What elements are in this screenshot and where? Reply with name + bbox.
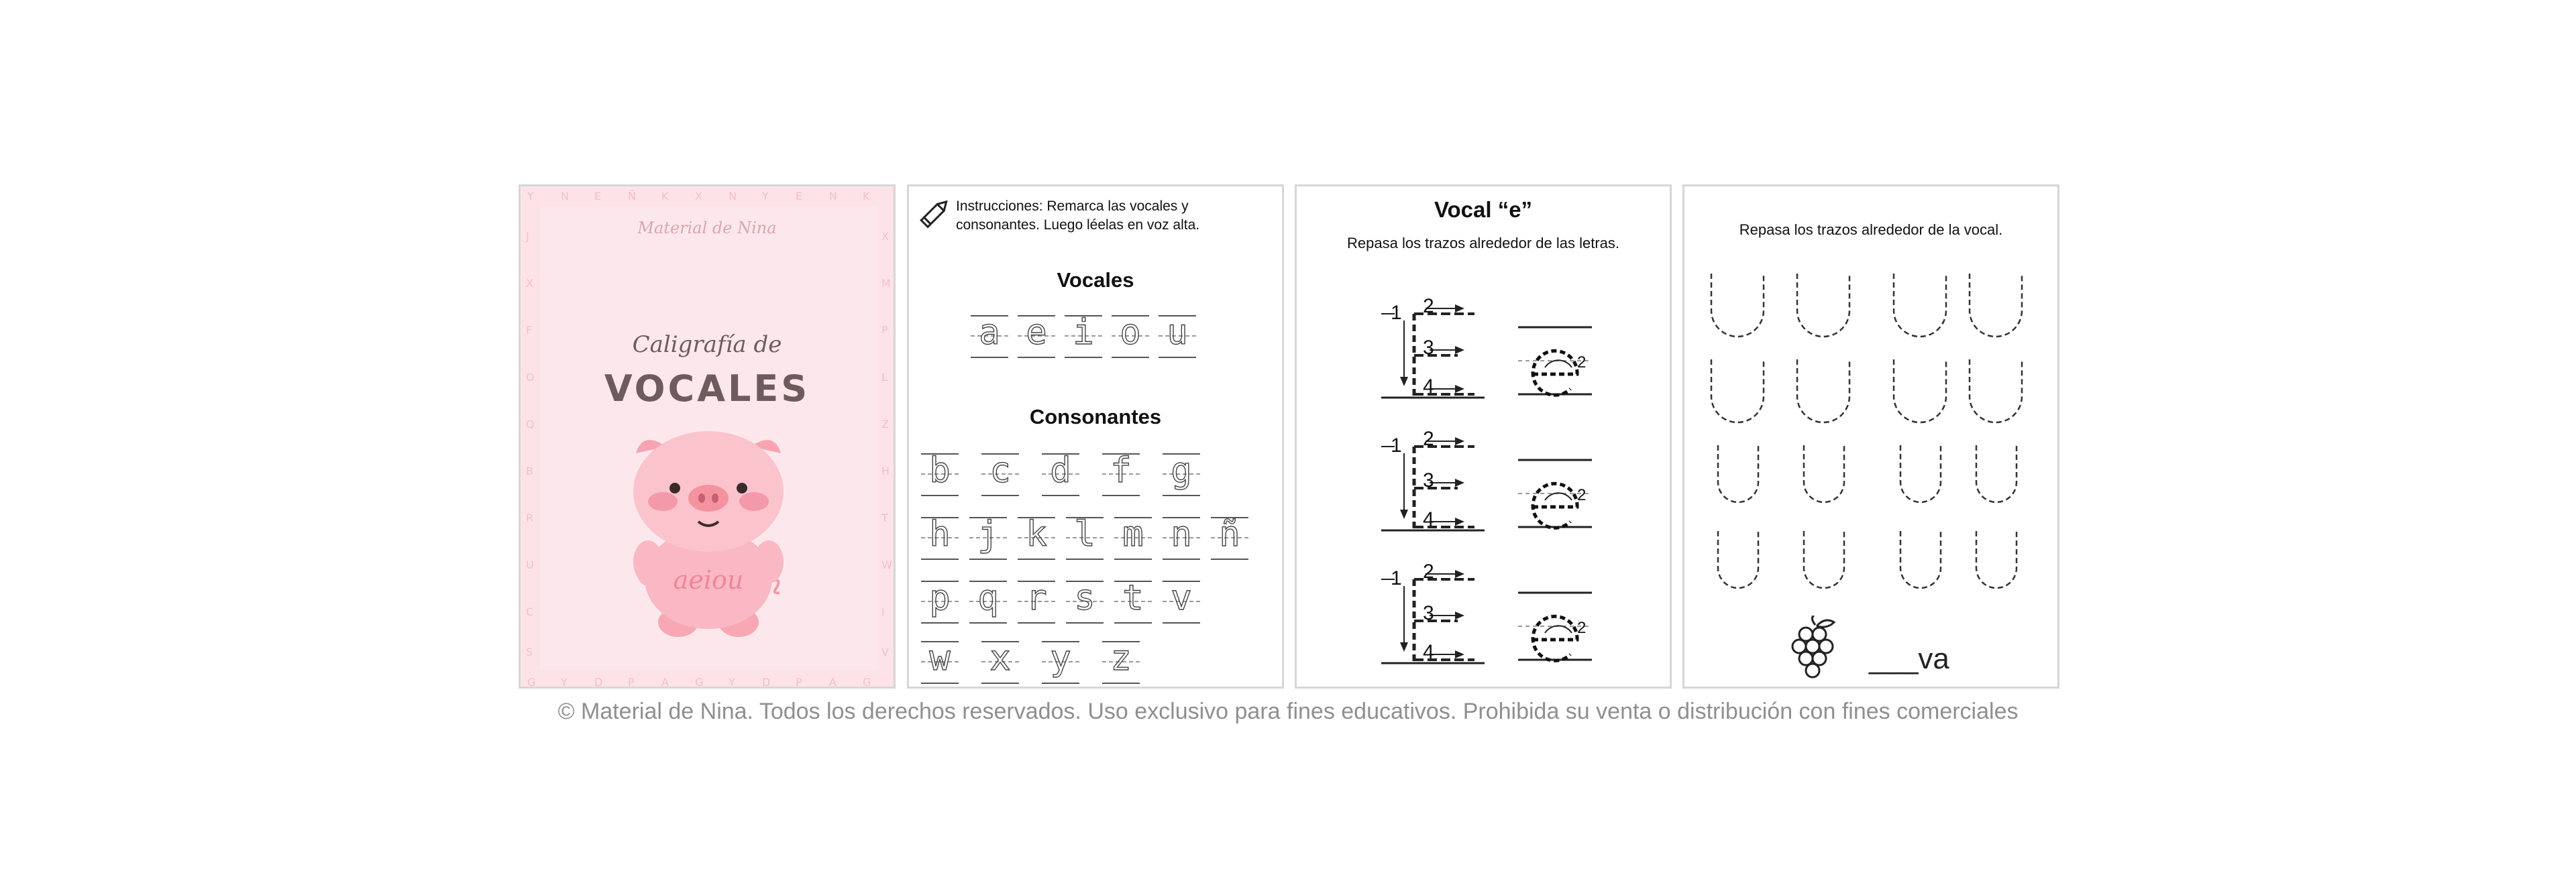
- pig-illustration: [621, 428, 796, 642]
- svg-text:L: L: [881, 371, 888, 384]
- guide-line: [1018, 357, 1055, 358]
- pig-shirt-text: aeiou: [673, 565, 744, 595]
- guide-line: [1102, 495, 1140, 496]
- guide-line: [1102, 683, 1140, 684]
- svg-text:K: K: [863, 190, 870, 202]
- guide-line: [981, 683, 1019, 684]
- svg-text:N: N: [829, 190, 837, 202]
- guide-line: [1065, 357, 1102, 358]
- guide-line: [921, 683, 959, 684]
- traceable-u-shape[interactable]: [1718, 445, 1758, 502]
- worksheet-trace-u: [1682, 184, 2059, 689]
- traceable-letter[interactable]: u: [1167, 312, 1188, 353]
- traceable-letter[interactable]: ñ: [1219, 514, 1240, 555]
- letter-e-stroke: [1533, 351, 1577, 395]
- consonants-title: Consonantes: [1029, 405, 1162, 428]
- arrow-head: [1455, 346, 1464, 354]
- letter-e-stroke: [1533, 616, 1577, 660]
- svg-text:N: N: [729, 190, 737, 202]
- traceable-letter[interactable]: f: [1110, 451, 1132, 491]
- traceable-letter[interactable]: o: [1120, 312, 1141, 353]
- arrow-head: [1455, 612, 1464, 620]
- traceable-u-shape[interactable]: [1797, 359, 1849, 422]
- stroke-number: 2: [1577, 619, 1587, 637]
- stroke-number: 2: [1423, 295, 1434, 317]
- guide-line: [921, 495, 959, 496]
- traceable-u-shape[interactable]: [1900, 445, 1941, 502]
- letter-e-stroke: [1533, 483, 1577, 528]
- copyright-footer: © Material de Nina. Todos los derechos reservados. Uso exclusivo para fines educativos. Prohibida su venta o distribución con fines comerciales: [557, 699, 2019, 724]
- svg-text:E: E: [796, 190, 803, 202]
- cover-title: VOCALES: [604, 367, 810, 410]
- traceable-letter[interactable]: k: [1026, 514, 1047, 555]
- stroke-number: 3: [1423, 337, 1434, 359]
- arrow-head: [1455, 385, 1464, 393]
- stroke-number: 2: [1577, 486, 1587, 504]
- guide-line: [1066, 559, 1104, 560]
- traceable-letter[interactable]: a: [979, 312, 1000, 353]
- svg-text:Z: Z: [881, 418, 889, 430]
- traceable-letter[interactable]: g: [1171, 451, 1192, 491]
- traceable-letter[interactable]: s: [1074, 578, 1095, 618]
- traceable-letter[interactable]: j: [977, 514, 999, 555]
- instructions-text: Instrucciones: Remarca las vocales y consonantes. Luego léelas en voz alta.: [956, 198, 1200, 233]
- traceable-letter[interactable]: c: [989, 451, 1011, 491]
- svg-text:U: U: [526, 559, 534, 571]
- guide-line: [969, 559, 1007, 560]
- traceable-letter[interactable]: h: [929, 514, 951, 555]
- stroke-number: 2: [1577, 353, 1587, 371]
- traceable-letter[interactable]: b: [929, 451, 951, 491]
- stroke-number: 1: [1391, 302, 1402, 324]
- svg-text:P: P: [796, 676, 802, 689]
- traceable-u-shape[interactable]: [1900, 531, 1941, 588]
- e-stroke-guide: [1297, 186, 1670, 689]
- guide-line: [1163, 559, 1200, 560]
- traceable-letter[interactable]: q: [977, 578, 999, 618]
- svg-text:V: V: [881, 646, 889, 658]
- traceable-letter[interactable]: w: [929, 638, 951, 679]
- traceable-u-shape[interactable]: [1894, 274, 1946, 337]
- vowels-title: Vocales: [1057, 268, 1134, 292]
- svg-text:Y: Y: [561, 676, 568, 689]
- traceable-u-shape[interactable]: [1711, 359, 1764, 422]
- svg-text:Y: Y: [762, 190, 769, 202]
- arrow-head: [1455, 650, 1464, 658]
- arrow-head: [1400, 377, 1408, 386]
- svg-text:M: M: [881, 277, 891, 290]
- stroke-number: 4: [1423, 508, 1434, 530]
- guide-line: [1159, 357, 1196, 358]
- guide-line: [921, 559, 959, 560]
- arrow-head: [1455, 479, 1464, 487]
- svg-text:J: J: [526, 230, 529, 243]
- svg-text:C: C: [526, 605, 534, 618]
- traceable-u-shape[interactable]: [1711, 274, 1764, 337]
- traceable-u-shape[interactable]: [1894, 359, 1946, 422]
- traceable-u-shape[interactable]: [1976, 531, 2017, 588]
- svg-text:D: D: [762, 676, 771, 689]
- worksheet-vocal-e: [1295, 184, 1672, 689]
- svg-text:I: I: [881, 605, 885, 618]
- guide-line: [971, 357, 1008, 358]
- traceable-letter[interactable]: y: [1050, 638, 1071, 679]
- guide-line: [1112, 357, 1149, 358]
- traceable-u-shape[interactable]: [1804, 445, 1844, 502]
- worksheet-subtitle: Repasa los trazos alrededor de las letras.: [1347, 235, 1619, 251]
- guide-line: [1042, 683, 1079, 684]
- traceable-u-shape[interactable]: [1718, 531, 1758, 588]
- arrow-head: [1400, 510, 1408, 519]
- stroke-number: 4: [1423, 375, 1434, 398]
- traceable-letter[interactable]: d: [1050, 451, 1071, 491]
- stroke-number: 2: [1423, 561, 1434, 583]
- svg-text:X: X: [695, 190, 702, 202]
- svg-text:E: E: [594, 190, 602, 202]
- arrow-head: [1455, 304, 1464, 312]
- guide-line: [1114, 559, 1152, 560]
- traceable-letter[interactable]: i: [1073, 312, 1094, 353]
- svg-text:P: P: [628, 676, 635, 689]
- cover-subtitle: Caligrafía de: [632, 331, 782, 358]
- svg-text:O: O: [526, 371, 535, 384]
- u-tracing-grid: [1684, 186, 2057, 689]
- svg-text:P: P: [881, 324, 888, 337]
- svg-text:F: F: [526, 324, 533, 337]
- guide-line: [969, 622, 1007, 624]
- svg-text:A: A: [829, 676, 837, 689]
- traceable-letter[interactable]: r: [1026, 578, 1047, 618]
- svg-text:R: R: [526, 512, 534, 524]
- guide-line: [981, 495, 1019, 496]
- svg-text:X: X: [881, 230, 889, 243]
- svg-text:G: G: [527, 676, 536, 689]
- guide-line: [1114, 622, 1152, 624]
- worksheet-title: Vocal “e”: [1434, 197, 1533, 222]
- svg-text:G: G: [695, 676, 704, 689]
- guide-line: [1018, 622, 1055, 624]
- arrow-head: [1455, 437, 1464, 445]
- svg-text:Y: Y: [729, 676, 735, 689]
- worksheet-subtitle: Repasa los trazos alrededor de la vocal.: [1739, 221, 2003, 238]
- svg-text:S: S: [526, 646, 533, 658]
- guide-line: [1066, 622, 1104, 624]
- brand-name: Material de Nina: [637, 219, 777, 237]
- svg-text:D: D: [594, 676, 603, 689]
- pencil-icon: [916, 196, 953, 233]
- traceable-letter[interactable]: n: [1171, 514, 1192, 555]
- svg-text:Ñ: Ñ: [628, 190, 636, 202]
- guide-line: [921, 622, 959, 624]
- svg-text:N: N: [561, 190, 569, 202]
- traceable-letter[interactable]: p: [929, 578, 951, 618]
- arrow-head: [1400, 642, 1408, 652]
- svg-text:Y: Y: [527, 190, 534, 202]
- cover-page: [519, 184, 896, 689]
- svg-text:X: X: [526, 277, 533, 290]
- svg-text:T: T: [881, 512, 888, 524]
- traceable-letter[interactable]: e: [1026, 312, 1047, 353]
- svg-text:W: W: [881, 559, 892, 571]
- stroke-number: 2: [1423, 428, 1434, 450]
- fill-in-blank-word: ___va: [1869, 642, 1949, 675]
- stroke-number: 3: [1423, 469, 1434, 491]
- traceable-letter[interactable]: t: [1122, 578, 1144, 618]
- svg-text:H: H: [881, 465, 890, 477]
- traceable-letter[interactable]: m: [1122, 514, 1144, 555]
- guide-line: [1042, 495, 1079, 496]
- svg-text:K: K: [661, 190, 669, 202]
- svg-text:G: G: [863, 676, 871, 689]
- traceable-u-shape[interactable]: [1976, 445, 2017, 502]
- stroke-number: 4: [1423, 641, 1434, 663]
- grapes-icon: [1788, 616, 1842, 689]
- traceable-u-shape[interactable]: [1970, 359, 2022, 422]
- traceable-letter[interactable]: v: [1171, 578, 1192, 618]
- guide-line: [1211, 559, 1248, 560]
- traceable-letter[interactable]: z: [1110, 638, 1132, 679]
- guide-line: [1163, 622, 1200, 624]
- guide-line: [1163, 495, 1200, 496]
- traceable-u-shape[interactable]: [1970, 274, 2022, 337]
- guide-line: [1018, 559, 1055, 560]
- traceable-u-shape[interactable]: [1804, 531, 1844, 588]
- stroke-number: 1: [1391, 434, 1402, 457]
- svg-text:Q: Q: [526, 418, 535, 430]
- svg-text:A: A: [661, 676, 669, 689]
- traceable-letter[interactable]: l: [1074, 514, 1095, 555]
- stroke-number: 1: [1391, 567, 1402, 589]
- traceable-letter[interactable]: x: [989, 638, 1011, 679]
- arrow-head: [1455, 570, 1464, 578]
- arrow-head: [1455, 518, 1464, 526]
- stroke-number: 3: [1423, 602, 1434, 624]
- worksheet-vowels-consonants: [907, 184, 1284, 689]
- svg-text:B: B: [526, 465, 533, 477]
- traceable-u-shape[interactable]: [1797, 274, 1849, 337]
